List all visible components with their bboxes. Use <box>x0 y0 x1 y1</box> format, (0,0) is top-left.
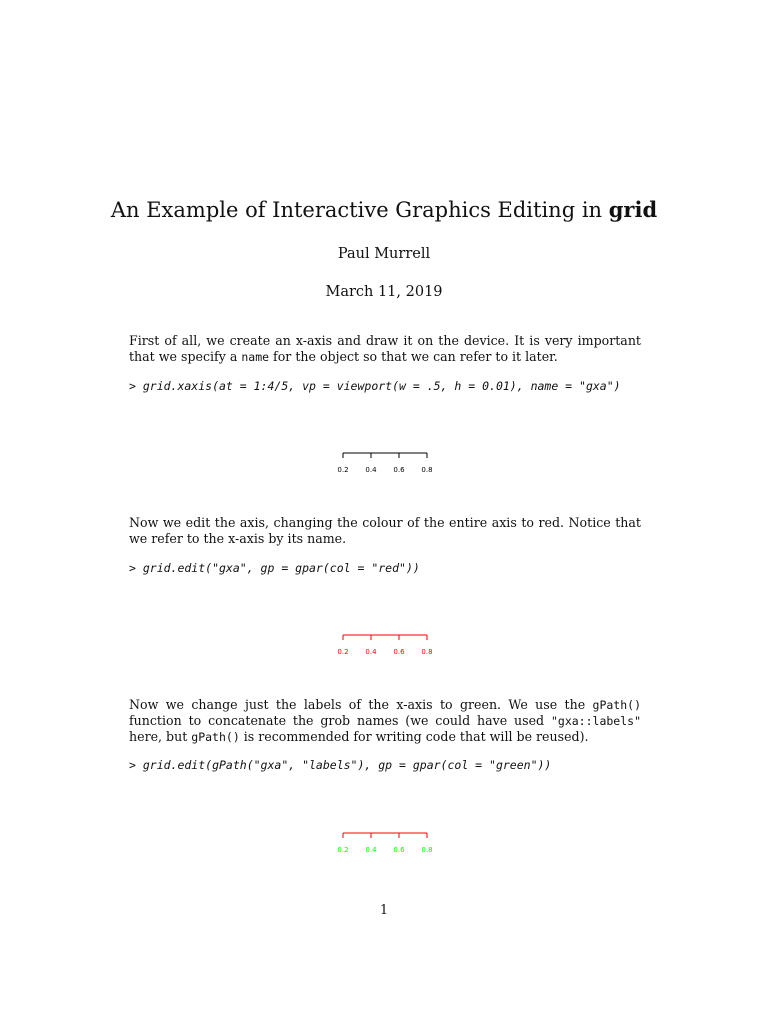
inline-code-gxa-labels: "gxa::labels" <box>550 714 641 729</box>
title-bold-word: grid <box>608 197 658 222</box>
axis-tick-label: 0.8 <box>421 648 433 656</box>
code-command-edit-red: > grid.edit("gxa", gp = gpar(col = "red")) <box>129 561 420 575</box>
page-number: 1 <box>379 902 388 917</box>
axis-figure-3 <box>330 828 440 858</box>
axis-tick-label: 0.8 <box>421 846 433 854</box>
paragraph-edit-red: Now we edit the axis, changing the colour of the entire axis to red. Notice that we refer to the x-axis by its name. <box>129 515 641 547</box>
axis-tick-label: 0.6 <box>393 466 405 474</box>
axis-tick-label: 0.2 <box>337 466 349 474</box>
code-command-edit-green: > grid.edit(gPath("gxa", "labels"), gp = gpar(col = "green")) <box>129 758 552 772</box>
paragraph-create-axis: First of all, we create an x-axis and draw it on the device. It is very important that we specify a name for the object so that we can refer to it later. <box>129 333 641 365</box>
axis-tick-label: 0.4 <box>365 466 377 474</box>
inline-code-name: name <box>241 350 270 365</box>
paper-title: An Example of Interactive Graphics Editing in grid <box>110 197 658 222</box>
axis-tick-label: 0.2 <box>337 846 349 854</box>
axis-tick-label: 0.4 <box>365 648 377 656</box>
axis-tick-label: 0.6 <box>393 846 405 854</box>
axis-tick-label: 0.2 <box>337 648 349 656</box>
paragraph-edit-labels-green: Now we change just the labels of the x-axis to green. We use the gPath() function to concatenate the grob names (we could have used "gxa::labels" here, but gPath() is recommended for writing code that will be reused). <box>129 697 641 745</box>
inline-code-gpath: gPath() <box>592 698 641 712</box>
author: Paul Murrell <box>337 246 431 262</box>
code-command-xaxis: > grid.xaxis(at = 1:4/5, vp = viewport(w = .5, h = 0.01), name = "gxa") <box>129 379 621 393</box>
inline-code-gpath-2: gPath() <box>191 730 240 745</box>
axis-tick-label: 0.6 <box>393 648 405 656</box>
axis-tick-label: 0.4 <box>365 846 377 854</box>
axis-figure-2 <box>330 630 440 660</box>
date: March 11, 2019 <box>325 284 443 300</box>
axis-figure-1 <box>330 448 440 478</box>
axis-tick-label: 0.8 <box>421 466 433 474</box>
